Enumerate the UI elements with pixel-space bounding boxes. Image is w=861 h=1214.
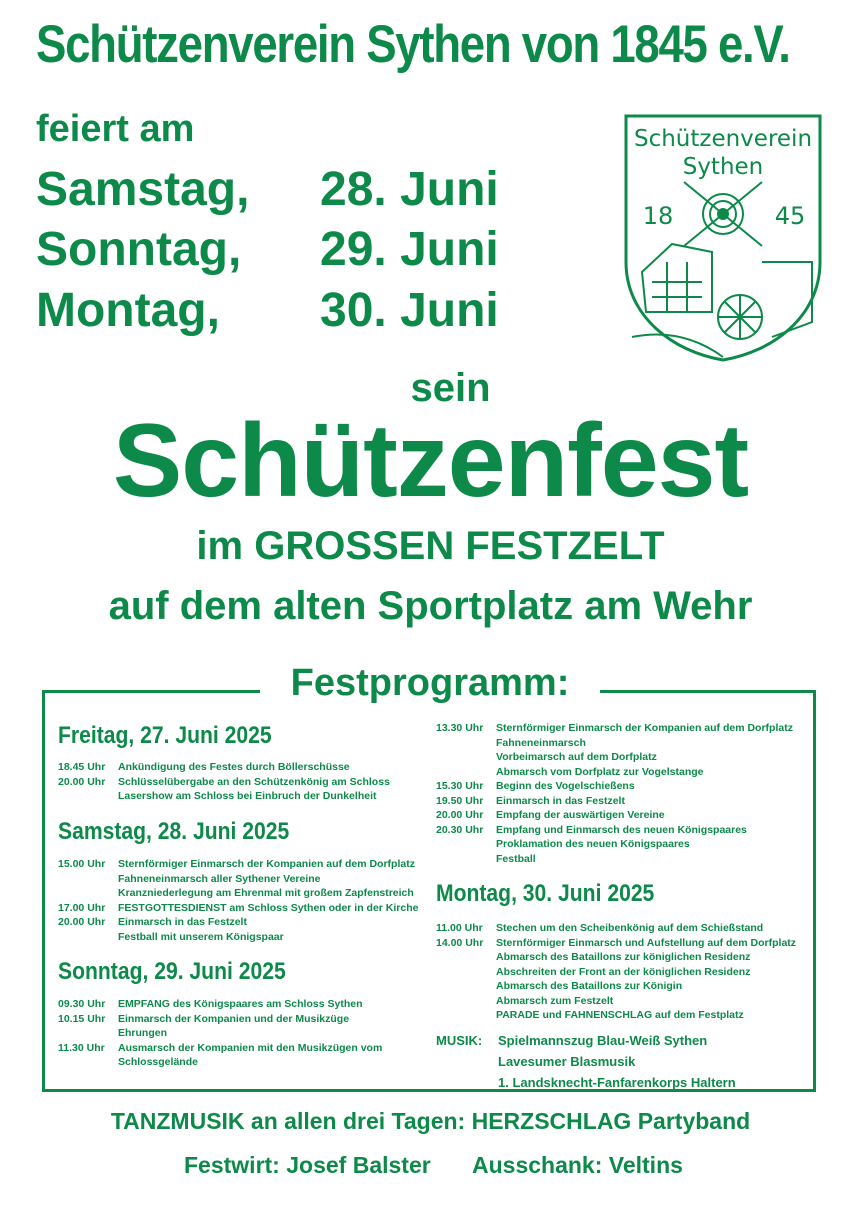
event-time: 10.15 Uhr bbox=[58, 1012, 106, 1025]
event-time: 11.30 Uhr bbox=[58, 1041, 105, 1054]
event-time: 14.00 Uhr bbox=[436, 936, 484, 949]
music-item: Lavesumer Blasmusik bbox=[498, 1054, 636, 1069]
event-row bbox=[436, 936, 796, 951]
event-row bbox=[58, 775, 390, 790]
event-desc: PARADE und FAHNENSCHLAG auf dem Festplatz bbox=[496, 1009, 744, 1021]
event-desc: Ausmarsch der Kompanien mit den Musikzügen vom bbox=[118, 1041, 383, 1054]
event-time: 18.45 Uhr bbox=[58, 761, 106, 773]
events-monday bbox=[436, 921, 796, 1023]
event-row bbox=[58, 1041, 382, 1056]
event-time: 15.00 Uhr bbox=[58, 858, 106, 870]
event-time: 15.30 Uhr bbox=[436, 780, 484, 792]
event-desc: Abmarsch des Bataillons zur Königin bbox=[496, 980, 683, 992]
events-sunday-continued bbox=[436, 721, 793, 866]
event-desc: Abmarsch zum Festzelt bbox=[496, 994, 614, 1007]
heading-friday: Freitag, 27. Juni 2025 bbox=[58, 722, 272, 749]
date-monday: 30. Juni bbox=[320, 284, 499, 337]
event-desc: Sternförmiger Einmarsch der Kompanien auf dem Dorfplatz bbox=[496, 722, 793, 734]
event-title: Schützenfest bbox=[112, 403, 749, 519]
event-time: 20.00 Uhr bbox=[58, 775, 106, 788]
event-row bbox=[436, 921, 796, 936]
music-item: Spielmannszug Blau-Weiß Sythen bbox=[498, 1033, 708, 1048]
event-desc: Schlüsselübergabe an den Schützenkönig am Schloss bbox=[118, 775, 390, 788]
logo-line1: Schützenverein bbox=[633, 126, 813, 152]
day-monday: Montag, bbox=[36, 284, 220, 337]
event-time: 11.00 Uhr bbox=[436, 922, 483, 934]
event-row bbox=[58, 760, 390, 775]
event-desc: Vorbeimarsch auf dem Dorfplatz bbox=[496, 751, 657, 763]
event-time: 19.50 Uhr bbox=[436, 794, 484, 807]
music-item: 1. Landsknecht-Fanfarenkorps Haltern bbox=[498, 1075, 736, 1090]
logo-year-left: 18 bbox=[642, 202, 674, 230]
event-time: 20.30 Uhr bbox=[436, 823, 484, 836]
events-friday bbox=[58, 760, 390, 804]
event-desc: Beginn des Vogelschießens bbox=[496, 780, 635, 792]
event-desc: Stechen um den Scheibenkönig auf dem Schießstand bbox=[496, 922, 764, 934]
dance-music: TANZMUSIK an allen drei Tagen: HERZSCHLAG Partyband bbox=[110, 1108, 751, 1134]
event-desc: Festball bbox=[496, 852, 536, 865]
event-row bbox=[58, 857, 418, 872]
music-label: MUSIK: bbox=[436, 1033, 483, 1048]
events-sunday bbox=[58, 997, 382, 1070]
heading-saturday: Samstag, 28. Juni 2025 bbox=[58, 818, 290, 845]
event-desc: Fahneneinmarsch bbox=[496, 736, 586, 749]
event-desc: Sternförmiger Einmarsch der Kompanien auf dem Dorfplatz bbox=[118, 858, 415, 870]
day-sunday: Sonntag, bbox=[36, 223, 242, 276]
event-desc: Schlossgelände bbox=[118, 1056, 198, 1068]
heading-sunday: Sonntag, 29. Juni 2025 bbox=[58, 958, 286, 985]
event-desc: Lasershow am Schloss bei Einbruch der Dunkelheit bbox=[118, 790, 377, 802]
event-time: 20.00 Uhr bbox=[436, 809, 484, 821]
club-title: Schützenverein Sythen von 1845 e.V. bbox=[36, 15, 790, 74]
event-time: 17.00 Uhr bbox=[58, 901, 106, 914]
event-desc: EMPFANG des Königspaares am Schloss Sythen bbox=[118, 998, 363, 1010]
event-row bbox=[58, 901, 418, 916]
venue-location: auf dem alten Sportplatz am Wehr bbox=[108, 584, 753, 628]
event-desc: Abschreiten der Front an der königlichen Residenz bbox=[496, 965, 751, 978]
event-desc: Sternförmiger Einmarsch und Aufstellung auf dem Dorfplatz bbox=[496, 936, 797, 949]
event-row bbox=[436, 779, 793, 794]
celebrates-label: feiert am bbox=[36, 108, 195, 150]
event-row bbox=[58, 1012, 382, 1027]
club-logo bbox=[622, 112, 824, 364]
event-desc: Proklamation des neuen Königspaares bbox=[496, 838, 690, 850]
event-desc: Fahneneinmarsch aller Sythener Vereine bbox=[118, 872, 321, 885]
heading-monday: Montag, 30. Juni 2025 bbox=[436, 880, 655, 907]
event-desc: Empfang und Einmarsch des neuen Königspaares bbox=[496, 823, 747, 836]
event-row bbox=[436, 794, 793, 809]
music-list bbox=[436, 1030, 736, 1093]
sein-label: sein bbox=[410, 366, 491, 410]
events-saturday bbox=[58, 857, 418, 944]
event-time: 20.00 Uhr bbox=[58, 916, 106, 928]
event-desc: Kranzniederlegung am Ehrenmal mit großem Zapfenstreich bbox=[118, 887, 414, 899]
event-time: 13.30 Uhr bbox=[436, 722, 484, 734]
event-desc: Einmarsch in das Festzelt bbox=[496, 794, 625, 807]
date-saturday: 28. Juni bbox=[320, 163, 499, 216]
date-sunday: 29. Juni bbox=[320, 223, 499, 276]
event-desc: Ankündigung des Festes durch Böllerschüsse bbox=[118, 761, 350, 773]
event-desc: Einmarsch in das Festzelt bbox=[118, 916, 247, 928]
event-row bbox=[436, 808, 793, 823]
festwirt: Festwirt: Josef Balster bbox=[184, 1152, 431, 1178]
event-desc: Abmarsch vom Dorfplatz zur Vogelstange bbox=[496, 765, 704, 778]
venue-tent: im GROSSEN FESTZELT bbox=[196, 524, 665, 568]
event-row bbox=[58, 997, 382, 1012]
logo-line2: Sythen bbox=[682, 154, 764, 180]
logo-year-right: 45 bbox=[774, 202, 806, 230]
event-desc: Einmarsch der Kompanien und der Musikzüge bbox=[118, 1012, 350, 1025]
event-desc: Abmarsch des Bataillons zur königlichen Residenz bbox=[496, 951, 751, 963]
event-desc: Empfang der auswärtigen Vereine bbox=[496, 809, 665, 821]
event-desc: Ehrungen bbox=[118, 1027, 167, 1039]
event-row bbox=[436, 823, 793, 838]
event-desc: Festball mit unserem Königspaar bbox=[118, 930, 284, 943]
event-time: 09.30 Uhr bbox=[58, 998, 106, 1010]
day-saturday: Samstag, bbox=[36, 163, 250, 216]
ausschank: Ausschank: Veltins bbox=[472, 1152, 683, 1178]
program-title: Festprogramm: bbox=[260, 662, 600, 705]
event-desc: FESTGOTTESDIENST am Schloss Sythen oder in der Kirche bbox=[118, 901, 419, 914]
event-row bbox=[58, 915, 418, 930]
event-row bbox=[436, 721, 793, 736]
